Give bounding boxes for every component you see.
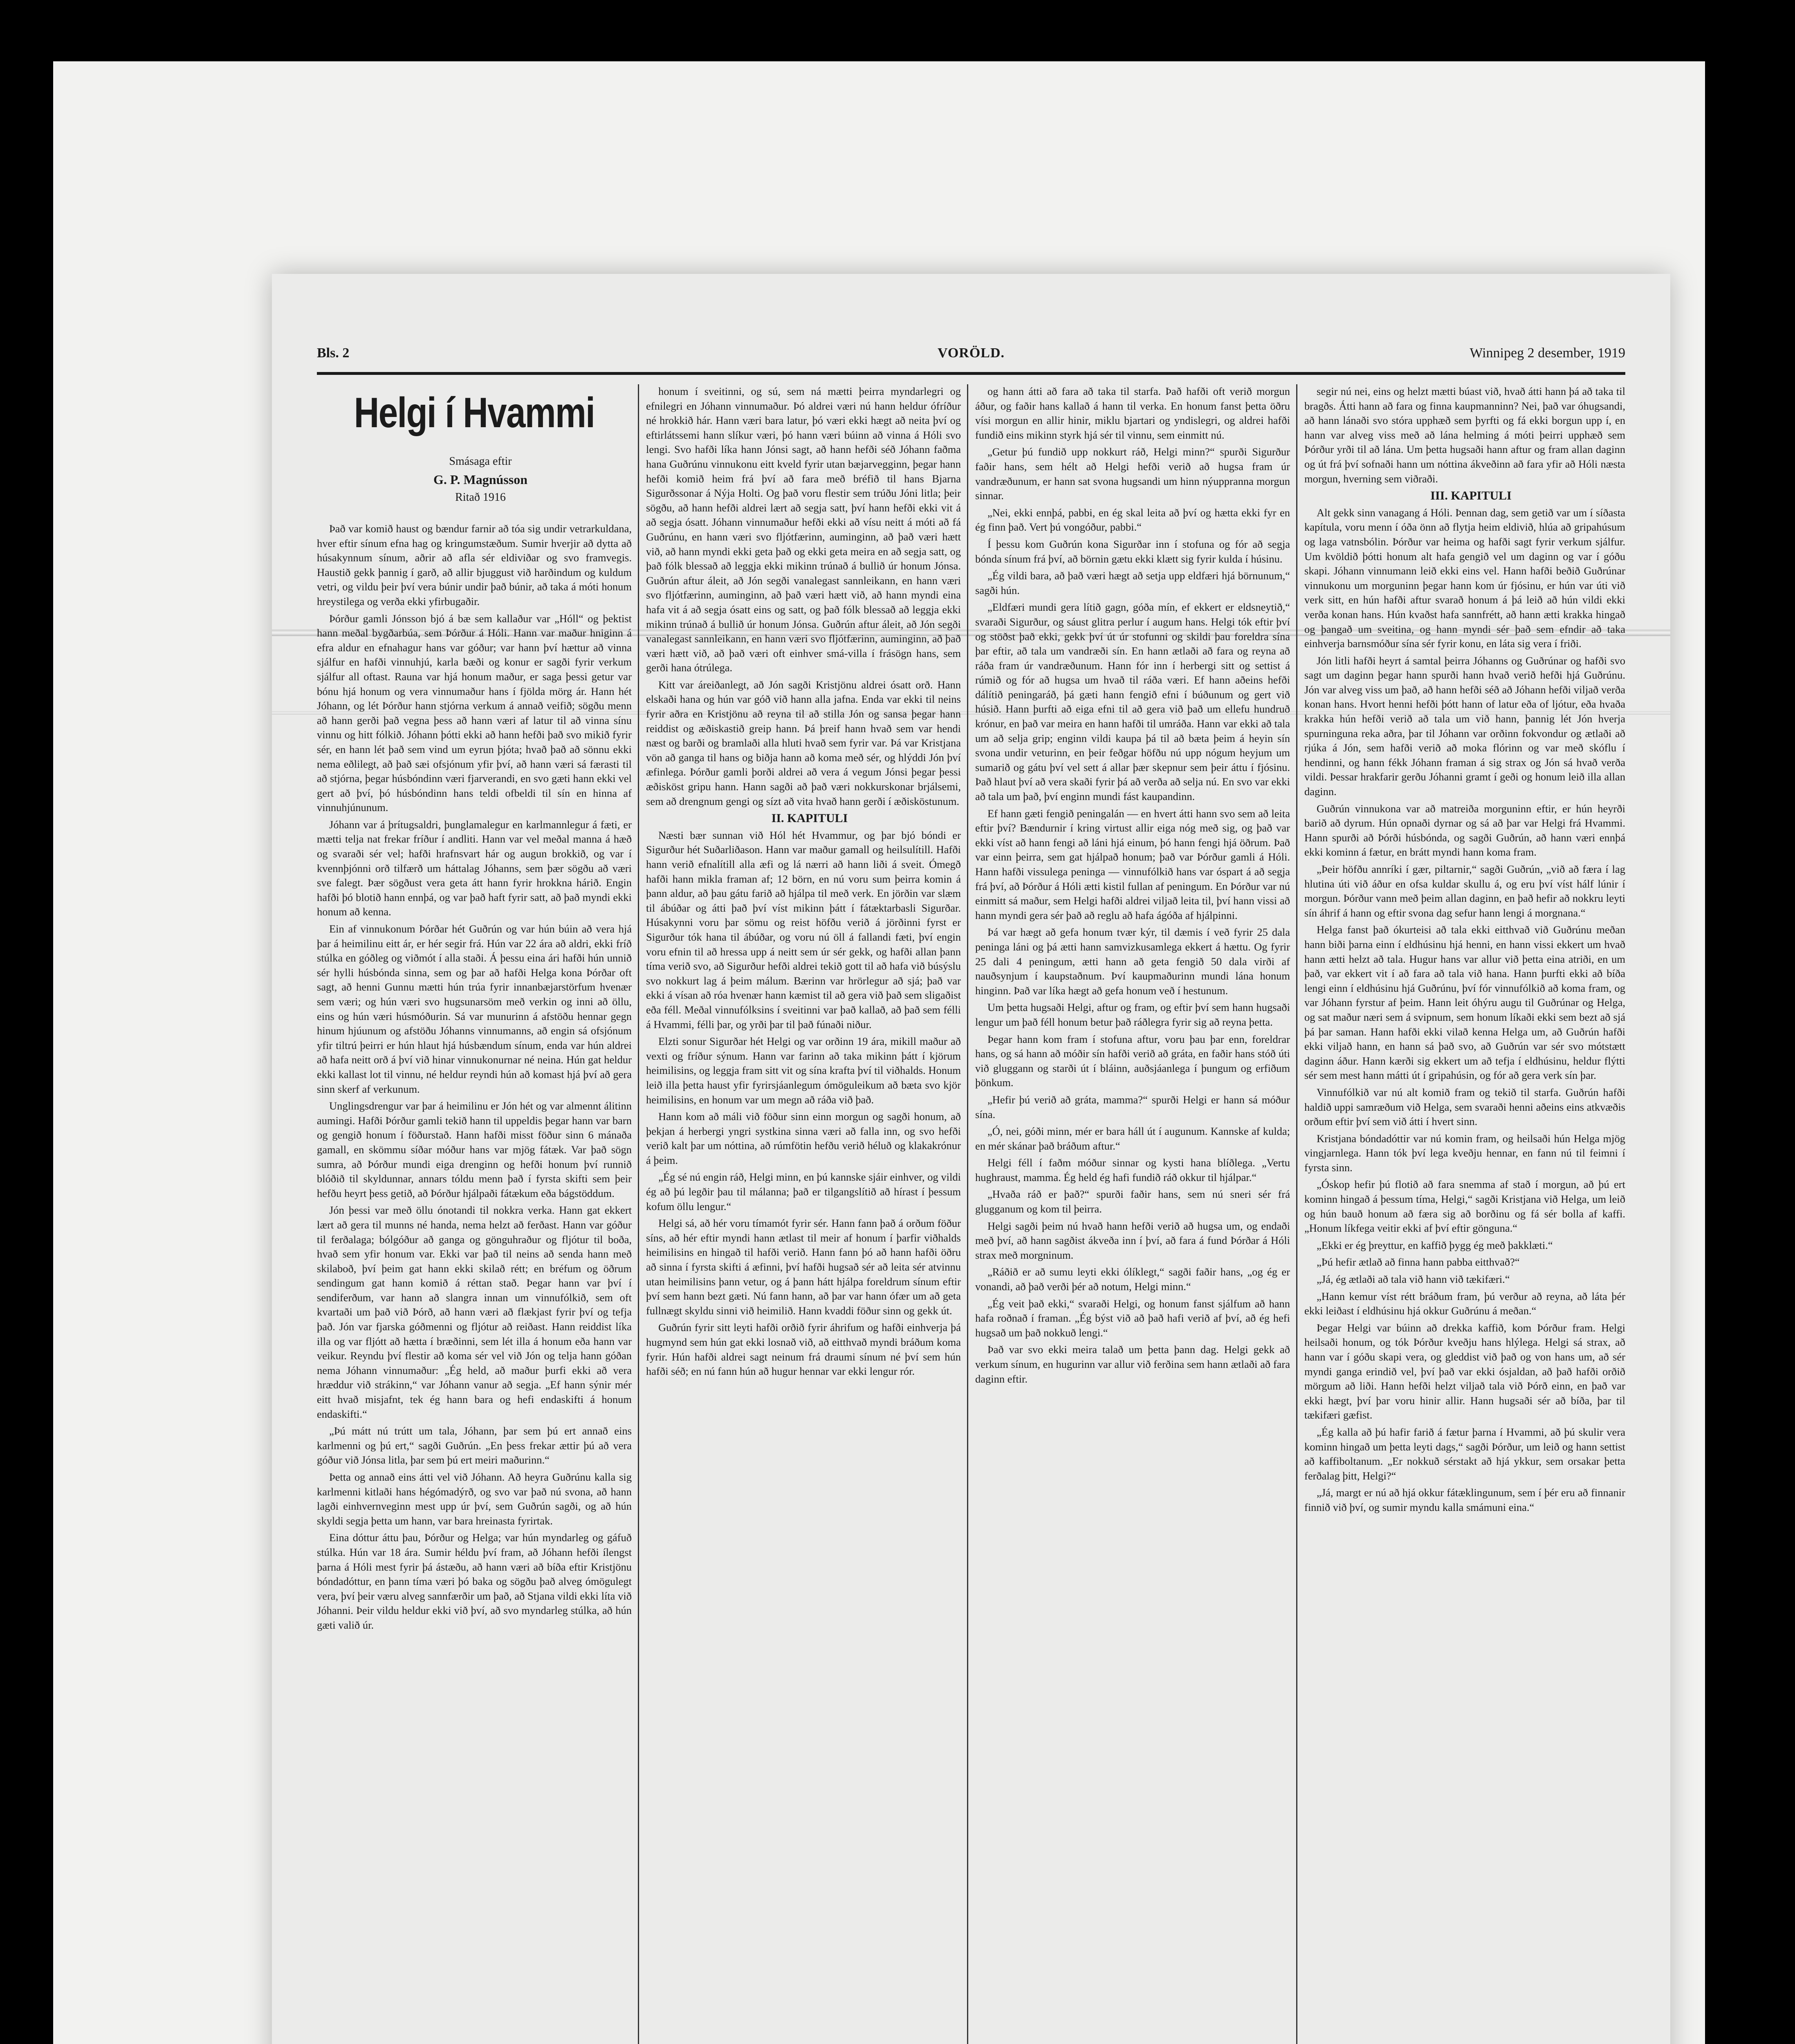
paragraph: Þá var hægt að gefa honum tvær kýr, til dæmis í veð fyrir 25 dala peninga láni og þá ætti hann samvizkusamlega ekkert á hættu. Og fyrir 25 dali 4 peningum, ætti hann að geta fengið 50 dala virði af nauðsynjum í kaupstaðnum. Því kaupmaðurinn mundi lána honum hinginn. Það var líka hægt að gefa honum veð í hestunum. <box>975 926 1290 997</box>
paragraph: Þegar hann kom fram í stofuna aftur, voru þau þar enn, foreldrar hans, og sá hann að móðir sín hafði verið að gráta, en faðir hans stóð úti við gluggann og starði út í bláinn, auðsjáanlega í þungum og erfiðum þönkum. <box>975 1033 1290 1089</box>
paragraph: Jón litli hafði heyrt á samtal þeirra Jóhanns og Guðrúnar og hafði svo sagt um daginn þegar hann spurði hann hvað verið hefði hjá Guðrúnu. Jón var alveg viss um það, að hann hefði séð að Jóhann hefði viljað verða konan hans. Hvort henni hefði þótt hann of latur eða of ljótur, eða hvaða krakka hún hefði verið að tala um við hann, þannig lét Jón hverja spurninguna reka aðra, þar til Jóhann var orðinn fokvondur og ætlaði að rjúka á Jón, sem hafði verið að moka flórinn og var með skóflu í hendinni, og hann fékk Jóhann framan á sig strax og Jón sá hvað verða vildi. Þessar hrakfarir gerðu Jóhanni gramt í geði og honum leið illa allan daginn. <box>1304 654 1625 798</box>
paragraph: Helga fanst það ókurteisi að tala ekki eitthvað við Guðrúnu meðan hann biði þarna einn í eldhúsinu hjá henni, en hann vissi ekkert um hvað hann ætti helzt að tala. Hugur hans var allur við þetta eina atriði, en um það, var ekkert vit í að fara að tala við hana. Hann þurfti ekki að bíða lengi einn í eldhúsinu hjá Guðrúnu, því fór vinnufólkið að koma fram, og var Jóhann fyrstur af þeim. Hann leit óhýru augu til Guðrúnar og Helga, og sat maður næri sem á svipnum, sem honum líkaði ekki sem bezt að sjá þá þar saman. Hann hafði ekki vilað kenna Helga um, að Guðrún hafði ekki viljað hann, en hann sá það svo, að Guðrún var sér svo mótstætt daginn áður. Hann kærði sig ekkert um að tefja í eldhúsinu, heldur flýtti sér sem mest hann mátti út í gripahúsin, og fór að gera verk sín þar. <box>1304 923 1625 1082</box>
microfilm-frame <box>53 61 1705 2044</box>
paragraph: „Ég vildi bara, að það væri hægt að setja upp eldfæri hjá börnunum,“ sagði hún. <box>975 569 1290 596</box>
paragraph: Helgi sá, að hér voru tímamót fyrir sér. Hann fann það á orðum föður síns, að hér eftir myndi hann ætlast til meir af honum í þarfir viðhalds heimilisins en hingað til hafði verið. Hann fann þó að hann hafði öðru að sinna í fyrsta skifti á æfinni, því hafði hugsað sér að leita sér atvinnu utan heimilisins þann vetur, og á þann hátt hjálpa foreldrum sínum eftir því sem hann bezt gæti. Nú fann hann, að þar var hann ófær um að geta fullnægt skyldu sinni við heimilið. Hann kvaddi föður sinn og gekk út. <box>646 1217 961 1317</box>
dateline: Winnipeg 2 desember, 1919 <box>1470 345 1625 361</box>
paragraph: segir nú nei, eins og helzt mætti búast við, hvað átti hann þá að taka til bragðs. Átti hann að fara og finna kaupmanninn? Nei, það var óhugsandi, að hann lánaði svo stóra upphæð sem þyrfti og fá ekki borgun upp í, en hann var alveg viss með að lána helming á móti þeirri upphæð sem Þórður yrði til að lána. Um þetta hugsaði hann aftur og fram allan daginn og út frá því sofnaði hann um nóttina ákveðinn að fara yfir að Hóli næsta morgun, hverning sem viðraði. <box>1304 385 1625 485</box>
paragraph: „Nei, ekki ennþá, pabbi, en ég skal leita að því og hætta ekki fyr en ég finn það. Vert þú vongóður, pabbi.“ <box>975 506 1290 533</box>
chapter-heading: III. KAPITULI <box>1430 489 1512 503</box>
paragraph: „Óskop hefir þú flotið að fara snemma af stað í morgun, að þú ert kominn hingað á þessum tíma, Helgi,“ sagði Kristjana við Helga, um leið og hún bauð honum að færa sig að borðinu og fá sér bolla af kaffi. „Honum líkfega veitir ekki af því eftir gönguna.“ <box>1304 1178 1625 1235</box>
column-2 <box>646 384 961 2044</box>
paragraph: Þórður gamli Jónsson bjó á bæ sem kallaður var „Hóll“ og þektist hann meðal bygðarbúa, sem Þórður á Hóli. Hann var maður hniginn á efra aldur en efnahagur hans var góður; var hann því hættur að vinna sjálfur en hafði vinnuhjú, karla bæði og konur er sagði fyrir verkum sjálfur all oftast. Rauna var hjá honum maður, er saga þessi getur var bónu hjá honum og vera vinnumaður hans í fjölda mörg ár. Hann hét Jóhann, og lét Þórður hann stjórna verkum á annað veifið; sögðu menn að hann gerði það vegna þess að hann væri af latur til að vinna sínu vinnu og hitt fólkið. Jóhann þótti ekki að hann hefði það svo mikið fyrir sér, en hann lét það sem vind um eyrun þjóta; hvað það að sönnu ekki nema eðlilegt, að það sæi ofsjónum yfir því, að hann væri sá færasti til að stjórna, þegar húsbóndinn væri fjarverandi, en svo gæti hann ekki vel gert að því, þó húsbóndinn hans teldi ofbeldi til sín en hinna af vinnuhjúnunum. <box>317 612 632 814</box>
column-divider <box>1296 384 1297 2044</box>
page-header <box>317 345 1625 370</box>
paragraph: „Ráðið er að sumu leyti ekki ólíklegt,“ sagði faðir hans, „og ég er vonandi, að það verði þér að notum, Helgi minn.“ <box>975 1266 1290 1293</box>
story-subtitle: Smásaga eftir <box>449 455 512 468</box>
paragraph: „Ó, nei, góði minn, mér er bara háll út í augunum. Kannske af kulda; en mér skánar það bráðum aftur.“ <box>975 1125 1290 1152</box>
paragraph: Helgi sagði þeim nú hvað hann hefði verið að hugsa um, og endaði með því, að hann sagðist ákveða inn í því, að fara á fund Þórðar á Hóli strax með morgninum. <box>975 1219 1290 1261</box>
column-1 <box>317 384 632 2044</box>
chapter-heading: II. KAPITULI <box>771 811 848 825</box>
paragraph: Vinnufólkið var nú alt komið fram og tekið til starfa. Guðrún hafði haldið uppi samræðum við Helga, sem svaraði henni aðeins eins atkvæðis orðum eftir því sem við átti í hvert sinn. <box>1304 1086 1625 1128</box>
paragraph: „Þú hefir ætlað að finna hann pabba eitthvað?“ <box>1317 1256 1520 1269</box>
story-title: Helgi í Hvammi <box>354 389 595 437</box>
paragraph: „Hefir þú verið að gráta, mamma?“ spurði Helgi er hann sá móður sína. <box>975 1093 1290 1121</box>
column-3 <box>975 384 1290 2044</box>
newspaper-name: VORÖLD. <box>937 345 1005 361</box>
header-rule <box>317 372 1625 375</box>
paragraph: Hann kom að máli við föður sinn einn morgun og sagði honum, að þekjan á herbergi yngri systkina sinna væri að falla inn, og svo hefði verið kalt þar um nóttina, að rúmfötin hefðu verið héluð og klakakrónur á þeim. <box>646 1110 961 1166</box>
paragraph: „Já, ég ætlaði að tala við hann við tækifæri.“ <box>1317 1273 1510 1286</box>
paragraph: Þetta og annað eins átti vel við Jóhann. Að heyra Guðrúnu kalla sig karlmenni kitlaði hans hégómadýrð, og svo var það nú svona, að hann lagði einhvernveginn mest upp úr því, sem Guðrún sagði, og að hún skyldi segja þetta um hann, var bara hreinasta fyrirtak. <box>317 1471 632 1527</box>
paragraph: Kitt var áreiðanlegt, að Jón sagði Kristjönu aldrei ósatt orð. Hann elskaði hana og hún var góð við hann alla jafna. Enda var ekki til neins fyrir aðra en Kristjönu að reyna til að stilla Jón og sansa þegar hann reiddist og æðiskastið greip hann. Þá þreif hann hvað sem var hendi næst og barði og bramlaði alla hluti hvað sem fyrir var. Þá var Kristjana vön að ganga til hans og biðja hann að koma með sér, og hlýddi Jón því æfinlega. Þórður gamli þorði aldrei að vera á vegum Jónsi þegar þessi æðisköst gripu hann. Hann sagði að það væri nokkurskonar brjálsemi, sem að drengnum gengi og sízt að vita hvað hann gerði í æðisköstunum. <box>646 678 961 807</box>
paragraph: „Getur þú fundið upp nokkurt ráð, Helgi minn?“ spurði Sigurður faðir hans, sem hélt að Helgi hefði verið að hugsa fram úr vandræðunum, er hann sat svona hugsandi um hinn nýuppranna morgun sinnar. <box>975 446 1290 502</box>
paragraph: Um þetta hugsaði Helgi, aftur og fram, og eftir því sem hann hugsaði lengur um það féll honum betur það ráðlegra fyrir sig að reyna þetta. <box>975 1001 1290 1028</box>
paragraph: Þegar Helgi var búinn að drekka kaffið, kom Þórður fram. Helgi heilsaði honum, og tók Þórður kveðju hans hlýlega. Helgi sá strax, að hann var í góðu skapi vera, og gleddist við það og von hans um, að sér myndi ganga erindið vel, því það var ekki ósjaldan, að það hafði orðið mörgum að liði. Hann hefði helzt viljað tala við Þórð einn, en það var ekki hægt, því þar voru hinir allir. Hann hugsaði sér að bíða, þar til tækifæri gæfist. <box>1304 1321 1625 1421</box>
column-divider <box>638 384 639 2044</box>
page-number: Bls. 2 <box>317 345 350 361</box>
paragraph: „Eldfæri mundi gera lítið gagn, góða mín, ef ekkert er eldsneytið,“ svaraði Sigurður, og sáust glitra perlur í augum hans. Helgi tók eftir því og stöðst það ekki, gekk því út úr stofunni og skildi þau foreldra sína þar eftir, að tala um vandræði sín. En hann ætlaði að fara og reyna að ráða fram úr vandræðunum. Hann fór inn í herbergi sitt og settist á rúmið og fór að hugsa um hvað til ráða væri. Ef hann aðeins hefði dálítið peningaráð, þá gæti hann fengið efni í búðunum og gert við húsið. Hann þurfti að eiga efni til að gera við það um ellefu hundruð krónur, en það var meira en hann hafði til umráða. Hann var ekki að tala um að selja grip; enginn vildi kaupa þá til að bæta þeim á heyin sín svona undir veturinn, en þeir feðgar höfðu nú upp nógum heyjum um sumarið og gátu því vel sett á allar þær skepnur sem þeir áttu í fjósinu. Það hlaut því að vera skaði fyrir þá að verða að selja nú. En svo var ekki að tala um það, því enginn mundi fást kaupandinn. <box>975 601 1290 803</box>
paragraph: „Ég veit það ekki,“ svaraði Helgi, og honum fanst sjálfum að hann hafa roðnað í framan. „Ég býst við að það hafi verið af því, að ég hefi hugsað um það nokkuð lengi.“ <box>975 1297 1290 1339</box>
paragraph: Unglingsdrengur var þar á heimilinu er Jón hét og var almennt álitinn aumingi. Hafði Þórður gamli tekið hann til uppeldis þegar hann var barn og gengið honum í föðurstað. Hann hafði misst föður sinn 6 mánaða gamall, en skömmu síðar móður hans var mjög fátæk. Var það sögn sumra, að Þórður mundi eiga drenginn og hefði honum því runnið blóðið til skyldunnar, annars tóldu menn það í fyrsta skifti sem þeir hefðu heyrt þess getið, að Þórður hjálpaði fátækum eða bágstöddum. <box>317 1100 632 1199</box>
paragraph: Eina dóttur áttu þau, Þórður og Helga; var hún myndarleg og gáfuð stúlka. Hún var 18 ára. Sumir héldu því fram, að Jóhann hefði ílengst þarna á Hóli mest fyrir þá ástæðu, að hann væri að bíða eftir Kristjönu bóndadóttur, en þann tíma væri þó baka og sögðu það alveg ómögulegt vera, því þeir væru alveg sannfærðir um það, að Stjana vildi ekki líta við Jóhanni. Þeir vildu heldur ekki við því, að svo myndarleg stúlka, að hún gæti valið úr. <box>317 1531 632 1631</box>
paragraph: „Hann kemur víst rétt bráðum fram, þú verður að reyna, að láta þér ekki leiðast í eldhúsinu hjá okkur Guðrúnu á meðan.“ <box>1304 1290 1625 1317</box>
paragraph: honum í sveitinni, og sú, sem ná mætti þeirra myndarlegri og efnilegri en Jóhann vinnumaður. Þó aldrei væri nú hann heldur ófríður né hrokkið hár. Hann væri bara latur, þó væri ekki hægt að neita því og eftirlátssemi hann slíkur væri, þó hann væri búinn að vinna á Hóli svo lengi. Svo hafði líka hann Jónsi sagt, að hann hefði séð Jóhann faðma hana Guðrúnu vinnukonu eitt kveld fyrir utan bæjarvegginn, þegar hann hefði komið heim frá því að fara með bréfið til hans Bjarna Sigurðssonar á Nýja Holti. Og það voru flestir sem trúðu Jóni litla; þeir sögðu, að hann hefði aldrei lært að segja satt, því hann hefði ekki vit á að segja ósatt. Jóhann vinnumaður hefði ekki að vísu neitt á móti að fá Guðrúnu, en hann væri svo fljótfærinn, auminginn, að það væri hætt við, að hann myndi ekki geta það og ekki geta meira en að segja satt, og það fólk blessað að leggja ekki mikinn trúnað á bullið úr honum Jónsa. Guðrún aftur áleit, að Jón segði vanalegast sannleikann, en hann væri svo fljótfærinn, auminginn, að það væri hætt við, að hann myndi eina hafa vit á að segja ósatt eins og satt, og það fólk blessað að leggja ekki mikinn trúnað á bullið úr honum Jónsa. Guðrún aftur áleit, að Jón segði vanalegast sannleikann, en hann væri svo fljótfærinn, auminginn, að það væri hætt við, að það væri oft einhver smá-villa í frásögn hans, sem gerði hana ótrúlega. <box>646 385 961 674</box>
paragraph: Næsti bær sunnan við Hól hét Hvammur, og þar bjó bóndi er Sigurður hét Suðarliðason. Hann var maður gamall og heilsulítill. Hafði hann verið efnalítill alla æfi og lá nærri að hann liði á sveit. Ómegð hafði hann mikla framan af; 12 börn, en nú voru sum þeirra komin á þann aldur, að þau gátu farið að hjálpa til með verk. En jörðin var slæm til ábúðar og átti það því víst mikinn þátt í fátæktarbasli Sigurðar. Húsakynni voru þar sömu og reist höfðu verið á jörðinni fyrst er Sigurður tók hana til ábúðar, og voru nú öll á fallandi fæti, því engin voru efnin til að hressa upp á neitt sem úr sér gekk, og hafði allan þann tíma verið svo, að Sigurður hefði aldrei tekið gott til að hafa við búsýslu svo nokkurt lag á þeim málum. Bærinn var hrörlegur að sjá; það var ekki á vísan að róa hvenær hann kæmist til að gera við það sem sligaðist eða féll. Meðal vinnufólksins í sveitinni var það kallað, að það sem félli á Hvammi, félli þar, og yrði þar til það fúnaði niður. <box>646 829 961 1031</box>
paragraph: Ef hann gæti fengið peningalán — en hvert átti hann svo sem að leita eftir því? Bændurnir í kring virtust allir eiga nóg með sig, og það var ekki víst að hann fengi að láni hjá einum, þó hann fengi hjá öðrum. Það var einn þeirra, sem gat hjálpað honum; það var Þórður gamli á Hóli. Hann hafði vissulega peninga — vinnufólkið hans var óspart á að segja frá því, að Þórður á Hóli ætti kistil fullan af peningum. En Þórður var nú einmitt sá maður, sem Helgi hafði aldrei viljað leita til, því hann vissi að hann myndi gera sér það að reglu að hafa ágóða af hjálpinni. <box>975 807 1290 921</box>
paragraph: Það var svo ekki meira talað um þetta þann dag. Helgi gekk að verkum sínum, en hugurinn var allur við ferðina sem hann ætlaði að fara daginn eftir. <box>975 1343 1290 1385</box>
paragraph: Ein af vinnukonum Þórðar hét Guðrún og var hún búin að vera hjá þar á heimilinu eitt ár, er hér segir frá. Hún var 22 ára að aldri, ekki fríð stúlka en góðleg og viðmót í alla staði. Á þessu eina ári hafði hún unnið sér hylli húsbónda sinna, sem og þar að hafði Helga kona Þórðar oft sagt, að henni Gunnu mætti hún trúa fyrir innanbæjarstörfum hvenær sem væri; og hún væri svo hugsunarsöm með verkin og inni að öllu, eins og hún væri húsmóðurin. Sá var munurinn á afstöðu hennar gegn hinum hjúunum og afstöðu Jóhanns vinnumanns, að engin sá ofsjónum yfir tiltrú þeirri er hún hlaut hjá húsbændum sínum, enda var hún aldrei að hafa neitt orð á því við hinar vinnukonurnar né neina. Hún gat heldur ekki kallast lot til vinnu, né heldur reyndi hún að komast hjá því að gera sinn skerf af verkunum. <box>317 923 632 1095</box>
paragraph: Helgi féll í faðm móður sinnar og kysti hana blíðlega. „Vertu hughraust, mamma. Ég held ég hafi fundið ráð okkur til hjálpar.“ <box>975 1156 1290 1183</box>
paragraph: Það var komið haust og bændur farnir að tóa sig undir vetrarkuldana, hver eftir sínum efna hag og kringumstæðum. Sumir hverjir að dytta að húsakynnum sínum, aðrir að afla sér eldiviðar og svo framvegis. Haustið gekk þannig í garð, að allir bjuggust við harðindum og kuldum vetri, og vildu þeir því vera búnir undir það búnir, að taka á móti honum hreystilega og verða ekki yfirbugaðir. <box>317 522 632 607</box>
paragraph: Elzti sonur Sigurðar hét Helgi og var orðinn 19 ára, mikill maður að vexti og fríður sýnum. Hann var farinn að taka mikinn þátt í kjörum heimilisins, og leggja fram sitt vit og sína krafta því til viðhalds. Honum leið illa þetta haust yfir fyrirsjáanlegum ómöguleikum að bæta svo kjör heimilisins, en honum var um megn að ráða við það. <box>646 1035 961 1106</box>
paragraph: Í þessu kom Guðrún kona Sigurðar inn í stofuna og fór að segja bónda sínum frá því, að börnin gætu ekki klætt sig fyrir kulda í húsinu. <box>975 538 1290 565</box>
paragraph: Jón þessi var með öllu ónotandi til nokkra verka. Hann gat ekkert lært að gera til munns né handa, nema helzt að ferðast. Hann var góður til ferðalaga; bólgóður að ganga og gönguhraður og fljótur til boða, hvað sem yfir honum var. Ekki var það til neins að senda hann með skilaboð, því þeim gat hann ekki skilað rétt; en bréfum og öðrum sendingum gat hann komið á réttan stað. Þegar hann var því í sendiferðum, var hann að slangra innan um vinnufólkið, sem oft kvartaði um það við Þórð, að hann væri að flækjast fyrir því og tefja það. Jón var fjarska góðmenni og fljótur að reiðast. Hann reiddist líka illa og var fljótt að hætta í bræðinni, sem lét illa á honum eða hann var veikur. Reyndu því flestir að koma sér vel við Jón og telja hann góðan nema Jóhann vinnumaður: „Ég held, að maður þurfi ekki að vera hræddur við strákinn,“ var Jóhann vanur að segja. „Ef hann sýnir mér eitt hvað misjafnt, tek ég hann bara og hefi endaskifti á honum endaskifti.“ <box>317 1204 632 1420</box>
paragraph: „Ég sé nú engin ráð, Helgi minn, en þú kannske sjáir einhver, og vildi ég að þú legðir þau til málanna; það er tilgangslítið að hírast í þessum kofum öllu lengur.“ <box>646 1171 961 1213</box>
column-4 <box>1304 384 1625 2044</box>
paragraph: Jóhann var á þrítugsaldri, þunglamalegur en karlmannlegur á fæti, er mætti telja nat frekar fríður í andliti. Hann var vel meðal manna á hæð og svaraði sér vel; hafði hrafnsvart hár og augun brokkið, og var í kvennþjónni orð tilfærð um háttalag Jóhanns, sem þær sögðu að væri sve falegt. Þær sögðust vera geta átt hann fyrir hrokkna hárið. Engin hafði þó blotið hann ennþá, og var það haft fyrir satt, að það myndi ekki honum að kenna. <box>317 818 632 918</box>
paragraph: Alt gekk sinn vanagang á Hóli. Þennan dag, sem getið var um í síðasta kapítula, voru menn í óða önn að flytja heim eldivið, hlúa að gripahúsum og laga vatnsbólin. Þórður var heima og hafði sagt fyrir verkum sjálfur. Um kvöldið þótti honum alt hafa gengið vel um daginn og var í góðu skapi. Jóhann vinnumann leið ekki eins vel. Hann hafði beðið Guðrúnar vinnukonu um morguninn þegar hann kom úr fjósinu, er hún var úti við verk sitt, en hún hafði aftur svarað honum á þá leið að hún vildi ekki verða konan hans. Hún kvaðst hafa sannfrétt, að hann ætti krakka hingað og þangað um sveitina, og hann myndi sér það sem efndir að taka einhverja barnsmóður sína sér fyrir konu, en láta sig vera í friði. <box>1304 506 1625 650</box>
paragraph: „Já, margt er nú að hjá okkur fátæklingunum, sem í þér eru að finnanir finnið við því, og sumir myndu kalla smámuni eina.“ <box>1304 1486 1625 1513</box>
story-written: Ritað 1916 <box>455 491 506 504</box>
paragraph: „Ég kalla að þú hafir farið á fætur þarna í Hvammi, að þú skulir vera kominn hingað um þetta leyti dags,“ sagði Þórður, um leið og hann settist að kaffiboltanum. „Er nokkuð sérstakt að hjá ykkur, sem orsakar þetta ferðalag þitt, Helgi?“ <box>1304 1425 1625 1482</box>
paragraph: og hann átti að fara að taka til starfa. Það hafði oft verið morgun áður, og faðir hans kallað á hann til verka. En honum fanst þetta öðru vísi morgun en allir hinir, miklu bjartari og yndislegri, og aldrei hafði fundið eins mikinn styrk hjá sér til vinnu, sem einmitt nú. <box>975 385 1290 441</box>
paragraph: „Þeir höfðu annríki í gær, piltarnir,“ sagði Guðrún, „við að færa í lag hlutina úti við áður en ofsa kuldar skullu á, og eru því víst hálf lúnir í morgun. Þórður vann með þeim allan daginn, en það hefir að nokkru leyti sín áhrif á hann og eftir svona dag sefur hann lengi á morgnana.“ <box>1304 863 1625 919</box>
paragraph: „Ekki er ég þreyttur, en kaffið þygg ég með þakklæti.“ <box>1317 1239 1553 1251</box>
column-divider <box>967 384 968 2044</box>
paragraph: Guðrún fyrir sitt leyti hafði orðið fyrir áhrifum og hafði einhverja þá hugmynd sem hún gat ekki losnað við, að eitthvað myndi bráðum koma fyrir. Hún hafði aldrei sagt neinum frá draumi sínum né því sem hún hafði séð; en nú fann hún að hugur hennar var ekki lengur rór. <box>646 1321 961 1378</box>
paragraph: Kristjana bóndadóttir var nú komin fram, og heilsaði hún Helga mjög vingjarnlega. Hann tók því lega kveðju hennar, en fann nú til feimni í fyrsta sinn. <box>1304 1132 1625 1174</box>
story-author: G. P. Magnússon <box>433 472 527 487</box>
paragraph: „Þú mátt nú trútt um tala, Jóhann, þar sem þú ert annað eins karlmenni og þú ert,“ sagði Guðrún. „En þess frekar ættir þú að vera góður við Jónsa litla, þar sem þú ert meiri maðurinn.“ <box>317 1425 632 1466</box>
paragraph: „Hvaða ráð er það?“ spurði faðir hans, sem nú sneri sér frá glugganum og kom til þeirra. <box>975 1188 1290 1215</box>
newspaper-page <box>272 274 1670 2044</box>
paragraph: Guðrún vinnukona var að matreiða morguninn eftir, er hún heyrði barið að dyrum. Hún opnaði dyrnar og sá að þar var Helgi frá Hvammi. Hann spurði að Þórði húsbónda, og sagði Guðrún, að hann væri ennþá ekki kominn á fætur, en brátt myndi hann koma fram. <box>1304 802 1625 858</box>
